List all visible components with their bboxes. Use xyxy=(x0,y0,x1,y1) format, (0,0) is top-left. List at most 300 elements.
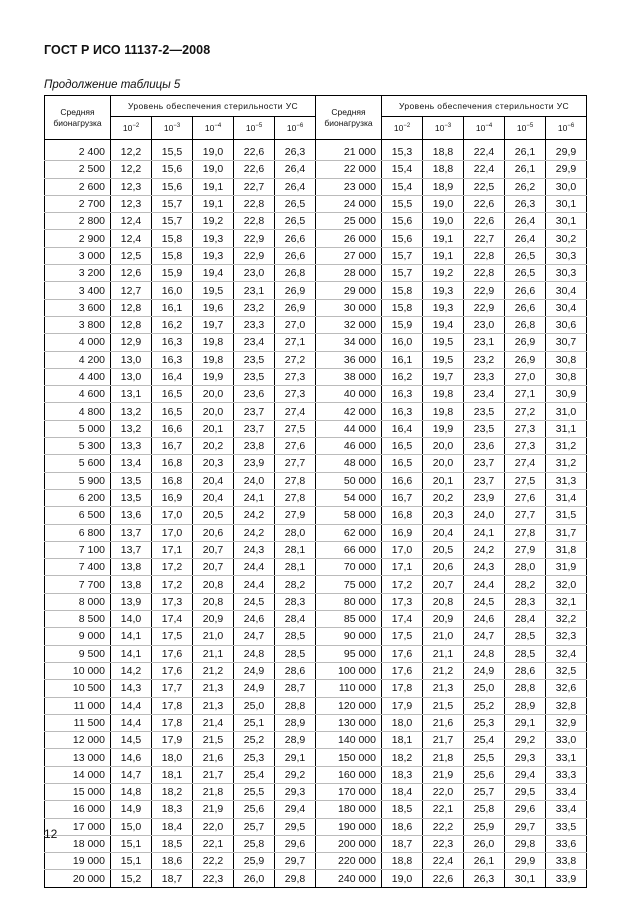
table-row xyxy=(316,835,587,852)
dose-cell: 27,5 xyxy=(275,420,316,437)
dose-cell: 19,3 xyxy=(193,230,234,247)
dose-cell: 16,7 xyxy=(152,438,193,455)
dose-cell: 20,9 xyxy=(193,611,234,628)
dose-cell: 26,4 xyxy=(505,213,546,230)
dose-cell: 13,6 xyxy=(111,507,152,524)
dose-cell: 21,6 xyxy=(193,749,234,766)
dose-cell: 26,4 xyxy=(505,230,546,247)
table-row xyxy=(45,576,316,593)
dose-cell: 27,3 xyxy=(275,386,316,403)
dose-cell: 14,6 xyxy=(111,749,152,766)
dose-cell: 23,5 xyxy=(464,403,505,420)
dose-cell: 17,2 xyxy=(152,559,193,576)
dose-cell: 26,1 xyxy=(505,140,546,161)
bioburden-cell: 48 000 xyxy=(316,455,382,472)
table-row xyxy=(316,351,587,368)
table-row xyxy=(316,853,587,870)
dose-cell: 30,1 xyxy=(546,195,587,212)
dose-cell: 27,6 xyxy=(275,438,316,455)
dose-cell: 16,5 xyxy=(152,386,193,403)
table-row xyxy=(45,230,316,247)
dose-cell: 24,8 xyxy=(464,645,505,662)
dose-cell: 23,8 xyxy=(234,438,275,455)
dose-cell: 26,6 xyxy=(505,282,546,299)
bioburden-cell: 220 000 xyxy=(316,853,382,870)
dose-cell: 21,7 xyxy=(193,766,234,783)
dose-cell: 25,9 xyxy=(234,853,275,870)
bioburden-cell: 80 000 xyxy=(316,593,382,610)
dose-cell: 28,3 xyxy=(505,593,546,610)
dose-cell: 17,8 xyxy=(152,714,193,731)
bioburden-header: Средняя бионагрузка xyxy=(316,96,382,140)
dose-cell: 31,2 xyxy=(546,438,587,455)
dose-cell: 21,2 xyxy=(193,662,234,679)
dose-cell: 18,0 xyxy=(152,749,193,766)
dose-cell: 23,0 xyxy=(234,265,275,282)
dose-cell: 19,2 xyxy=(193,213,234,230)
dose-cell: 25,4 xyxy=(234,766,275,783)
bioburden-cell: 58 000 xyxy=(316,507,382,524)
dose-cell: 22,7 xyxy=(464,230,505,247)
bioburden-cell: 22 000 xyxy=(316,161,382,178)
dose-cell: 18,5 xyxy=(382,801,423,818)
table-row xyxy=(45,247,316,264)
dose-cell: 25,0 xyxy=(234,697,275,714)
dose-cell: 21,5 xyxy=(193,732,234,749)
bioburden-cell: 190 000 xyxy=(316,818,382,835)
table-row xyxy=(45,420,316,437)
table-row xyxy=(316,299,587,316)
bioburden-cell: 85 000 xyxy=(316,611,382,628)
dose-cell: 26,9 xyxy=(505,351,546,368)
table-row xyxy=(45,783,316,800)
dose-cell: 12,3 xyxy=(111,178,152,195)
table-row xyxy=(45,749,316,766)
dose-cell: 14,5 xyxy=(111,732,152,749)
bioburden-cell: 11 500 xyxy=(45,714,111,731)
bioburden-cell: 9 500 xyxy=(45,645,111,662)
dose-cell: 21,5 xyxy=(423,697,464,714)
dose-cell: 25,7 xyxy=(234,818,275,835)
table-row xyxy=(316,611,587,628)
bioburden-cell: 2 800 xyxy=(45,213,111,230)
bioburden-cell: 2 700 xyxy=(45,195,111,212)
table-row xyxy=(45,611,316,628)
dose-cell: 23,5 xyxy=(464,420,505,437)
dose-cell: 19,1 xyxy=(193,195,234,212)
table-row xyxy=(45,438,316,455)
dose-cell: 15,7 xyxy=(382,247,423,264)
dose-cell: 19,7 xyxy=(423,368,464,385)
dose-cell: 15,8 xyxy=(382,282,423,299)
dose-cell: 19,8 xyxy=(423,386,464,403)
table-row xyxy=(316,140,587,161)
dose-cell: 17,6 xyxy=(382,662,423,679)
dose-cell: 20,8 xyxy=(193,576,234,593)
bioburden-cell: 9 000 xyxy=(45,628,111,645)
dose-cell: 17,0 xyxy=(152,524,193,541)
dose-cell: 22,2 xyxy=(423,818,464,835)
dose-cell: 18,4 xyxy=(152,818,193,835)
dose-cell: 12,7 xyxy=(111,282,152,299)
dose-cell: 24,5 xyxy=(464,593,505,610)
dose-cell: 14,4 xyxy=(111,714,152,731)
dose-cell: 17,6 xyxy=(152,645,193,662)
dose-cell: 28,4 xyxy=(505,611,546,628)
bioburden-cell: 2 900 xyxy=(45,230,111,247)
dose-cell: 32,6 xyxy=(546,680,587,697)
dose-cell: 29,6 xyxy=(505,801,546,818)
dose-cell: 16,8 xyxy=(152,455,193,472)
table-row xyxy=(316,334,587,351)
dose-cell: 24,1 xyxy=(464,524,505,541)
dose-cell: 24,9 xyxy=(464,662,505,679)
dose-cell: 28,5 xyxy=(505,645,546,662)
dose-cell: 18,7 xyxy=(382,835,423,852)
sal-table-left xyxy=(44,95,316,888)
dose-cell: 13,5 xyxy=(111,489,152,506)
sal-power-header: $10^{-4}$ xyxy=(464,117,505,140)
dose-cell: 18,3 xyxy=(152,801,193,818)
dose-cell: 26,0 xyxy=(234,870,275,887)
dose-cell: 30,4 xyxy=(546,282,587,299)
dose-cell: 25,1 xyxy=(234,714,275,731)
dose-cell: 17,0 xyxy=(152,507,193,524)
dose-cell: 20,8 xyxy=(423,593,464,610)
table-row xyxy=(316,541,587,558)
dose-cell: 33,1 xyxy=(546,749,587,766)
dose-cell: 25,4 xyxy=(464,732,505,749)
dose-cell: 26,8 xyxy=(505,316,546,333)
dose-cell: 13,8 xyxy=(111,559,152,576)
dose-cell: 25,5 xyxy=(464,749,505,766)
bioburden-cell: 36 000 xyxy=(316,351,382,368)
bioburden-cell: 150 000 xyxy=(316,749,382,766)
dose-cell: 21,3 xyxy=(423,680,464,697)
bioburden-cell: 16 000 xyxy=(45,801,111,818)
page-number: 12 xyxy=(44,827,58,841)
dose-cell: 21,2 xyxy=(423,662,464,679)
dose-cell: 16,0 xyxy=(382,334,423,351)
bioburden-cell: 7 100 xyxy=(45,541,111,558)
dose-cell: 24,6 xyxy=(234,611,275,628)
dose-cell: 22,6 xyxy=(464,195,505,212)
table-row xyxy=(316,732,587,749)
table-row xyxy=(45,766,316,783)
dose-cell: 19,8 xyxy=(193,351,234,368)
dose-cell: 29,1 xyxy=(505,714,546,731)
dose-cell: 19,1 xyxy=(423,230,464,247)
dose-cell: 15,0 xyxy=(111,818,152,835)
bioburden-cell: 2 400 xyxy=(45,140,111,161)
dose-cell: 12,6 xyxy=(111,265,152,282)
sal-power-header: $10^{-6}$ xyxy=(546,117,587,140)
dose-cell: 15,6 xyxy=(152,161,193,178)
table-row xyxy=(45,299,316,316)
dose-cell: 27,6 xyxy=(505,489,546,506)
dose-cell: 25,5 xyxy=(234,783,275,800)
dose-cell: 15,7 xyxy=(152,213,193,230)
dose-cell: 19,4 xyxy=(423,316,464,333)
bioburden-cell: 200 000 xyxy=(316,835,382,852)
bioburden-cell: 38 000 xyxy=(316,368,382,385)
dose-cell: 21,6 xyxy=(423,714,464,731)
sal-power-header: $10^{-3}$ xyxy=(152,117,193,140)
bioburden-cell: 20 000 xyxy=(45,870,111,887)
bioburden-cell: 110 000 xyxy=(316,680,382,697)
table-row xyxy=(316,403,587,420)
dose-cell: 27,4 xyxy=(275,403,316,420)
dose-cell: 17,9 xyxy=(382,697,423,714)
dose-cell: 23,6 xyxy=(464,438,505,455)
dose-cell: 33,4 xyxy=(546,783,587,800)
dose-cell: 22,8 xyxy=(464,265,505,282)
dose-cell: 23,7 xyxy=(464,472,505,489)
dose-cell: 31,0 xyxy=(546,403,587,420)
table-row xyxy=(45,472,316,489)
table-row xyxy=(45,662,316,679)
dose-cell: 23,7 xyxy=(234,403,275,420)
dose-cell: 24,1 xyxy=(234,489,275,506)
bioburden-cell: 10 500 xyxy=(45,680,111,697)
dose-cell: 22,1 xyxy=(423,801,464,818)
bioburden-cell: 8 500 xyxy=(45,611,111,628)
table-row xyxy=(316,247,587,264)
table-row xyxy=(316,368,587,385)
dose-cell: 26,6 xyxy=(505,299,546,316)
dose-cell: 18,9 xyxy=(423,178,464,195)
dose-cell: 17,1 xyxy=(152,541,193,558)
dose-cell: 27,2 xyxy=(275,351,316,368)
dose-cell: 27,0 xyxy=(505,368,546,385)
table-row xyxy=(316,662,587,679)
dose-cell: 24,9 xyxy=(234,662,275,679)
dose-cell: 26,6 xyxy=(275,230,316,247)
table-row xyxy=(45,140,316,161)
bioburden-cell: 3 000 xyxy=(45,247,111,264)
dose-cell: 15,7 xyxy=(152,195,193,212)
dose-cell: 18,1 xyxy=(382,732,423,749)
dose-cell: 15,7 xyxy=(382,265,423,282)
dose-cell: 22,6 xyxy=(234,140,275,161)
dose-cell: 25,7 xyxy=(464,783,505,800)
dose-cell: 12,8 xyxy=(111,316,152,333)
dose-cell: 29,3 xyxy=(275,783,316,800)
dose-cell: 13,2 xyxy=(111,403,152,420)
dose-cell: 26,3 xyxy=(505,195,546,212)
dose-cell: 28,2 xyxy=(275,576,316,593)
dose-cell: 24,2 xyxy=(234,524,275,541)
table-row xyxy=(45,282,316,299)
dose-cell: 30,7 xyxy=(546,334,587,351)
dose-cell: 24,4 xyxy=(234,576,275,593)
table-row xyxy=(316,714,587,731)
bioburden-cell: 6 800 xyxy=(45,524,111,541)
table-row xyxy=(316,161,587,178)
dose-cell: 19,1 xyxy=(193,178,234,195)
bioburden-cell: 4 200 xyxy=(45,351,111,368)
dose-cell: 30,6 xyxy=(546,316,587,333)
dose-cell: 31,1 xyxy=(546,420,587,437)
bioburden-cell: 4 800 xyxy=(45,403,111,420)
dose-cell: 30,2 xyxy=(546,230,587,247)
dose-cell: 13,2 xyxy=(111,420,152,437)
dose-cell: 23,9 xyxy=(234,455,275,472)
dose-cell: 22,5 xyxy=(464,178,505,195)
bioburden-cell: 30 000 xyxy=(316,299,382,316)
dose-cell: 23,3 xyxy=(464,368,505,385)
table-row xyxy=(45,316,316,333)
table-row xyxy=(316,438,587,455)
dose-cell: 30,3 xyxy=(546,265,587,282)
dose-cell: 20,5 xyxy=(423,541,464,558)
dose-cell: 27,9 xyxy=(275,507,316,524)
dose-cell: 22,0 xyxy=(193,818,234,835)
dose-cell: 22,4 xyxy=(464,161,505,178)
dose-cell: 12,3 xyxy=(111,195,152,212)
bioburden-cell: 28 000 xyxy=(316,265,382,282)
dose-cell: 29,2 xyxy=(275,766,316,783)
dose-cell: 19,9 xyxy=(423,420,464,437)
dose-cell: 30,9 xyxy=(546,386,587,403)
dose-cell: 29,5 xyxy=(505,783,546,800)
bioburden-cell: 3 200 xyxy=(45,265,111,282)
dose-cell: 12,5 xyxy=(111,247,152,264)
dose-cell: 15,8 xyxy=(152,230,193,247)
dose-cell: 28,8 xyxy=(275,697,316,714)
dose-cell: 21,1 xyxy=(193,645,234,662)
dose-cell: 26,3 xyxy=(275,140,316,161)
bioburden-cell: 2 500 xyxy=(45,161,111,178)
dose-cell: 14,0 xyxy=(111,611,152,628)
dose-cell: 20,0 xyxy=(193,403,234,420)
dose-cell: 24,3 xyxy=(234,541,275,558)
dose-cell: 26,0 xyxy=(464,835,505,852)
dose-cell: 19,8 xyxy=(423,403,464,420)
table-body-left xyxy=(45,140,316,888)
dose-cell: 33,3 xyxy=(546,766,587,783)
dose-cell: 22,9 xyxy=(464,282,505,299)
dose-cell: 16,1 xyxy=(152,299,193,316)
table-row xyxy=(316,265,587,282)
table-row xyxy=(45,697,316,714)
bioburden-cell: 4 000 xyxy=(45,334,111,351)
dose-cell: 21,3 xyxy=(193,697,234,714)
dose-cell: 27,5 xyxy=(505,472,546,489)
dose-cell: 24,8 xyxy=(234,645,275,662)
bioburden-cell: 3 800 xyxy=(45,316,111,333)
dose-cell: 29,2 xyxy=(505,732,546,749)
dose-cell: 15,3 xyxy=(382,140,423,161)
dose-cell: 22,7 xyxy=(234,178,275,195)
dose-cell: 16,3 xyxy=(152,351,193,368)
table-row xyxy=(45,732,316,749)
dose-cell: 16,0 xyxy=(152,282,193,299)
dose-cell: 19,5 xyxy=(423,351,464,368)
dose-cell: 21,7 xyxy=(423,732,464,749)
table-row xyxy=(316,213,587,230)
dose-cell: 15,9 xyxy=(152,265,193,282)
table-row xyxy=(316,697,587,714)
table-row xyxy=(316,230,587,247)
dose-cell: 20,3 xyxy=(423,507,464,524)
dose-cell: 19,3 xyxy=(423,299,464,316)
dose-cell: 23,2 xyxy=(234,299,275,316)
dose-cell: 24,7 xyxy=(234,628,275,645)
dose-cell: 27,9 xyxy=(505,541,546,558)
dose-cell: 23,9 xyxy=(464,489,505,506)
dose-cell: 14,3 xyxy=(111,680,152,697)
dose-cell: 21,8 xyxy=(423,749,464,766)
dose-cell: 23,2 xyxy=(464,351,505,368)
dose-cell: 14,9 xyxy=(111,801,152,818)
dose-cell: 13,8 xyxy=(111,576,152,593)
bioburden-cell: 160 000 xyxy=(316,766,382,783)
dose-cell: 29,9 xyxy=(505,853,546,870)
dose-cell: 19,8 xyxy=(193,334,234,351)
table-row xyxy=(316,801,587,818)
bioburden-cell: 17 000 xyxy=(45,818,111,835)
dose-cell: 17,9 xyxy=(152,732,193,749)
dose-cell: 17,4 xyxy=(152,611,193,628)
bioburden-cell: 66 000 xyxy=(316,541,382,558)
dose-cell: 26,9 xyxy=(275,282,316,299)
table-body-right xyxy=(316,140,587,888)
dose-cell: 20,9 xyxy=(423,611,464,628)
dose-cell: 27,1 xyxy=(505,386,546,403)
dose-cell: 28,5 xyxy=(275,645,316,662)
dose-cell: 31,5 xyxy=(546,507,587,524)
dose-cell: 30,1 xyxy=(546,213,587,230)
dose-cell: 18,6 xyxy=(382,818,423,835)
bioburden-cell: 13 000 xyxy=(45,749,111,766)
table-row xyxy=(45,195,316,212)
bioburden-cell: 50 000 xyxy=(316,472,382,489)
dose-cell: 25,8 xyxy=(464,801,505,818)
sal-power-header: $10^{-5}$ xyxy=(505,117,546,140)
table-row xyxy=(45,161,316,178)
bioburden-cell: 130 000 xyxy=(316,714,382,731)
table-row xyxy=(45,835,316,852)
bioburden-cell: 29 000 xyxy=(316,282,382,299)
table-row xyxy=(316,628,587,645)
bioburden-cell: 4 400 xyxy=(45,368,111,385)
dose-cell: 13,4 xyxy=(111,455,152,472)
dose-cell: 17,0 xyxy=(382,541,423,558)
dose-cell: 14,8 xyxy=(111,783,152,800)
dose-cell: 31,3 xyxy=(546,472,587,489)
dose-cell: 20,7 xyxy=(193,559,234,576)
dose-cell: 27,3 xyxy=(505,438,546,455)
table-row xyxy=(45,853,316,870)
table-row xyxy=(316,559,587,576)
dose-cell: 15,5 xyxy=(152,140,193,161)
dose-cell: 32,8 xyxy=(546,697,587,714)
table-row xyxy=(45,870,316,887)
dose-cell: 25,3 xyxy=(234,749,275,766)
dose-cell: 14,4 xyxy=(111,697,152,714)
table-row xyxy=(316,870,587,887)
dose-cell: 15,6 xyxy=(152,178,193,195)
dose-cell: 27,3 xyxy=(505,420,546,437)
dose-cell: 14,2 xyxy=(111,662,152,679)
dose-cell: 20,2 xyxy=(423,489,464,506)
sal-power-header: $10^{-2}$ xyxy=(382,117,423,140)
dose-cell: 26,5 xyxy=(505,247,546,264)
sal-header: Уровень обеспечения стерильности УС xyxy=(111,96,316,117)
dose-cell: 20,8 xyxy=(193,593,234,610)
dose-cell: 13,0 xyxy=(111,351,152,368)
